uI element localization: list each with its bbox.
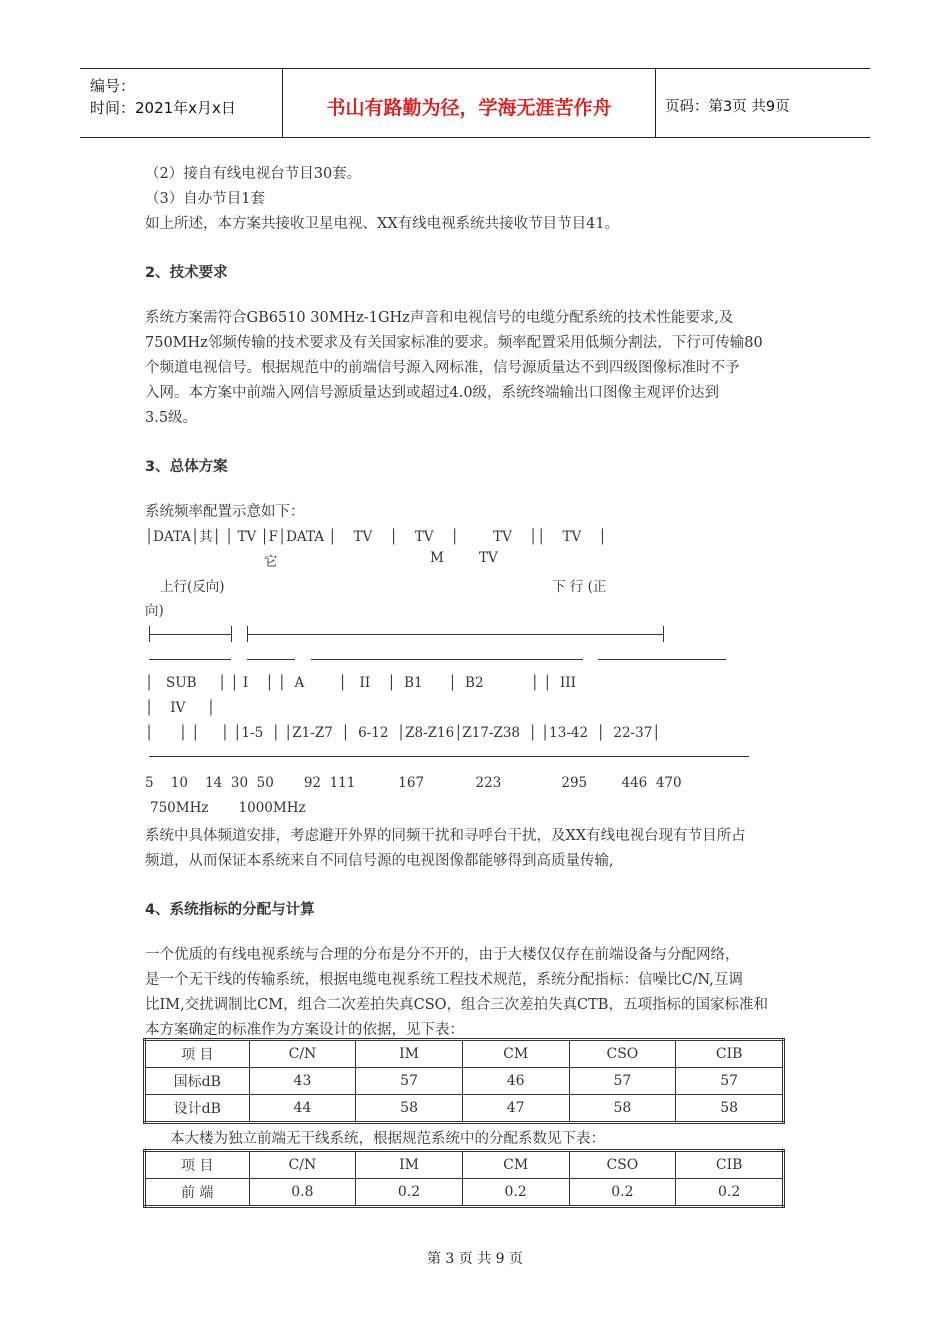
paragraph-line: 本方案确定的标准作为方案设计的依据，见下表： [145, 1022, 464, 1038]
table-cell: 0.2 [569, 1179, 676, 1207]
table-header-row [145, 1040, 784, 1068]
table-row [145, 1179, 784, 1207]
table-cell: 46 [462, 1068, 569, 1095]
paragraph-line: 本大楼为独立前端无干线系统，根据规范系统中的分配系数见下表： [170, 1131, 605, 1147]
table-cell: 国标dB [145, 1068, 250, 1095]
band-bracket [311, 659, 583, 660]
upstream-label: 上行(反向) [160, 579, 225, 595]
table-header-cell: CIB [676, 1040, 784, 1068]
downstream-label-cont: 向) [145, 603, 164, 619]
table-cell: 0.2 [676, 1179, 784, 1207]
section-heading: 2、技术要求 [145, 265, 228, 281]
diagram-band-row: │ IV │ [145, 700, 215, 716]
table-cell: 44 [249, 1095, 356, 1123]
intro-line: （3）自办节目1套 [145, 191, 265, 207]
band-bracket [149, 659, 231, 660]
table-header-cell: C/N [249, 1040, 356, 1068]
table-cell: 0.2 [356, 1179, 463, 1207]
frequency-ticks: 750MHz 1000MHz [150, 800, 306, 816]
span-tick [247, 626, 248, 642]
table-header-cell: 项 目 [145, 1151, 250, 1179]
paragraph-line: 3.5级。 [145, 410, 198, 426]
intro-line: （2）接自有线电视台节目30套。 [145, 166, 362, 182]
table-cell: 57 [356, 1068, 463, 1095]
date-label: 时间：2021年x月x日 [90, 99, 236, 117]
span-tick [663, 626, 664, 642]
table-header-row [145, 1151, 784, 1179]
diagram-label: 它 [264, 554, 278, 570]
span-tick [149, 626, 150, 642]
paragraph-line: 比IM,交扰调制比CM，组合二次差拍失真CSO，组合三次差拍失真CTB，五项指标的国家标准和 [145, 997, 768, 1013]
paragraph-line: 是一个无干线的传输系统，根据电缆电视系统工程技术规范，系统分配指标：信噪比C/N,互调 [145, 972, 743, 988]
table-header-cell: CM [462, 1151, 569, 1179]
page-footer: 第 3 页 共 9 页 [426, 1251, 524, 1267]
table-header-cell: CIB [676, 1151, 784, 1179]
header-motto: 书山有路勤为径，学海无涯苦作舟 [326, 97, 612, 119]
header-divider [655, 69, 656, 137]
section-heading: 3、总体方案 [145, 459, 228, 475]
table-cell: 58 [676, 1095, 784, 1123]
table-header-cell: 项 目 [145, 1040, 250, 1068]
paragraph-line: 入网。本方案中前端入网信号源质量达到或超过4.0级，系统终端输出口图像主观评价达到 [145, 385, 720, 401]
number-label: 编号： [90, 77, 136, 95]
table-cell: 58 [356, 1095, 463, 1123]
intro-line: 如上所述，本方案共接收卫星电视、XX有线电视系统共接收节目节目41。 [145, 216, 620, 232]
diagram-band-row: │ SUB │ │ I │ │ A │ II │ B1 │ B2 │ │ III [145, 675, 576, 691]
table-header-cell: CSO [569, 1151, 676, 1179]
standards-table [143, 1038, 785, 1124]
upstream-span [149, 634, 231, 635]
diagram-caption: 系统频率配置示意如下： [145, 504, 305, 520]
table-header-cell: IM [356, 1040, 463, 1068]
table-row [145, 1095, 784, 1123]
span-tick [231, 626, 232, 642]
paragraph-line: 频道，从而保证本系统来自不同信号源的电视图像都能够得到高质量传输, [145, 853, 614, 869]
table-cell: 57 [569, 1068, 676, 1095]
paragraph-line: 系统方案需符合GB6510 30MHz-1GHz声音和电视信号的电缆分配系统的技术性能要求,及 [145, 310, 734, 326]
downstream-span [247, 634, 663, 635]
table-cell: 设计dB [145, 1095, 250, 1123]
table-cell: 0.2 [462, 1179, 569, 1207]
diagram-channel-row: │ │ │ │ │1-5 │ │Z1-Z7 │ 6-12 │Z8-Z16│Z17-Z38 │ │13-42 │ 22-37│ [145, 725, 661, 741]
paragraph-line: 750MHz邻频传输的技术要求及有关国家标准的要求。频率配置采用低频分割法，下行可传输80 [145, 335, 763, 351]
table-header-cell: CSO [569, 1040, 676, 1068]
section-heading: 4、系统指标的分配与计算 [145, 902, 315, 918]
diagram-row-top: │DATA│其│ │ TV │F│DATA │ TV │ TV │ TV ││ TV │ [145, 529, 607, 545]
table-cell: 0.8 [249, 1179, 356, 1207]
band-bracket [247, 659, 295, 660]
header-meta [90, 75, 236, 119]
table-header-cell: C/N [249, 1151, 356, 1179]
diagram-label: M [430, 550, 444, 566]
table-cell: 58 [569, 1095, 676, 1123]
table-cell: 57 [676, 1068, 784, 1095]
table-header-cell: IM [356, 1151, 463, 1179]
paragraph-line: 个频道电视信号。根据规范中的前端信号源入网标准，信号源质量达不到四级图像标准时不予 [145, 360, 740, 376]
frequency-ticks: 5 10 14 30 50 92 111 167 223 295 446 470 [145, 775, 682, 791]
table-cell: 43 [249, 1068, 356, 1095]
table-cell: 前 端 [145, 1179, 250, 1207]
frequency-axis [149, 756, 749, 757]
diagram-label: TV [479, 550, 498, 566]
header-page-info: 页码：第3页 共9页 [665, 99, 790, 115]
coefficient-table [143, 1149, 785, 1208]
table-header-cell: CM [462, 1040, 569, 1068]
paragraph-line: 系统中具体频道安排，考虑避开外界的同频干扰和寻呼台干扰，及XX有线电视台现有节目所占 [145, 828, 746, 844]
table-cell: 47 [462, 1095, 569, 1123]
band-bracket [598, 659, 726, 660]
page-header [80, 68, 870, 138]
downstream-label: 下 行 (正 [552, 579, 607, 595]
paragraph-line: 一个优质的有线电视系统与合理的分布是分不开的，由于大楼仅仅存在前端设备与分配网络， [145, 947, 740, 963]
table-row [145, 1068, 784, 1095]
